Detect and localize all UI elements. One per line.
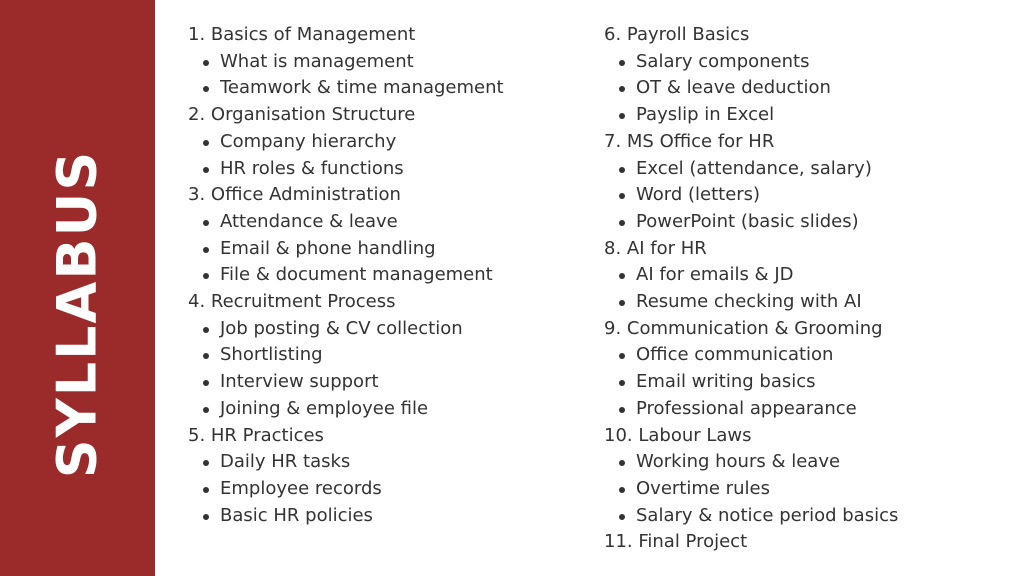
topic-item: Basic HR policies [188,503,504,530]
section-title: 1. Basics of Management [188,24,416,45]
section-title: 8. AI for HR [604,237,707,259]
topic-item: Company hierarchy [188,129,504,156]
syllabus-left-column [188,22,504,529]
topic-item: Daily HR tasks [188,449,504,476]
section-title: 10. Labour Laws [604,424,752,446]
section-topic-list [188,449,504,529]
topic-item: Payslip in Excel [604,102,898,129]
topic-item: Shortlisting [188,342,504,369]
syllabus-section [604,129,898,236]
syllabus-section [188,22,504,102]
syllabus-section [188,423,504,530]
topic-item: Salary components [604,49,898,76]
topic-item: Word (letters) [604,182,898,209]
syllabus-section [188,289,504,423]
topic-item: AI for emails & JD [604,262,898,289]
topic-item: Job posting & CV collection [188,316,504,343]
section-title: 5. HR Practices [188,424,324,446]
syllabus-section [188,182,504,289]
section-topic-list [604,156,898,236]
section-topic-list [188,209,504,289]
topic-item: Interview support [188,369,504,396]
topic-item: Resume checking with AI [604,289,898,316]
topic-item: Excel (attendance, salary) [604,156,898,183]
topic-item: PowerPoint (basic slides) [604,209,898,236]
topic-item: OT & leave deduction [604,75,898,102]
syllabus-section [188,102,504,182]
topic-item: Teamwork & time management [188,75,504,102]
topic-item: Overtime rules [604,476,898,503]
section-topic-list [188,49,504,102]
syllabus-section [604,236,898,316]
sidebar-title: SYLLABUS [45,149,109,479]
topic-item: Email writing basics [604,369,898,396]
section-title: 11. Final Project [604,531,748,553]
section-title: 7. MS Office for HR [604,130,775,152]
section-title: 4. Recruitment Process [188,291,396,313]
syllabus-section [604,22,898,129]
section-topic-list [188,316,504,423]
topic-item: Email & phone handling [188,236,504,263]
topic-item: Office communication [604,342,898,369]
topic-item: Employee records [188,476,504,503]
section-topic-list [604,342,898,422]
topic-item: Joining & employee file [188,396,504,423]
section-title: 9. Communication & Grooming [604,317,883,339]
topic-item: Professional appearance [604,396,898,423]
section-title: 3. Office Administration [188,184,401,206]
syllabus-section [604,423,898,530]
syllabus-section [604,316,898,423]
syllabus-section [604,529,898,556]
sidebar-banner [0,0,155,576]
topic-item: Salary & notice period basics [604,503,898,530]
section-topic-list [188,129,504,182]
topic-item: HR roles & functions [188,156,504,183]
section-title: 6. Payroll Basics [604,24,750,45]
topic-item: What is management [188,49,504,76]
syllabus-right-column [604,22,898,556]
topic-item: Working hours & leave [604,449,898,476]
topic-item: Attendance & leave [188,209,504,236]
section-topic-list [604,262,898,315]
section-title: 2. Organisation Structure [188,104,416,126]
section-topic-list [604,49,898,129]
section-topic-list [604,449,898,529]
topic-item: File & document management [188,262,504,289]
